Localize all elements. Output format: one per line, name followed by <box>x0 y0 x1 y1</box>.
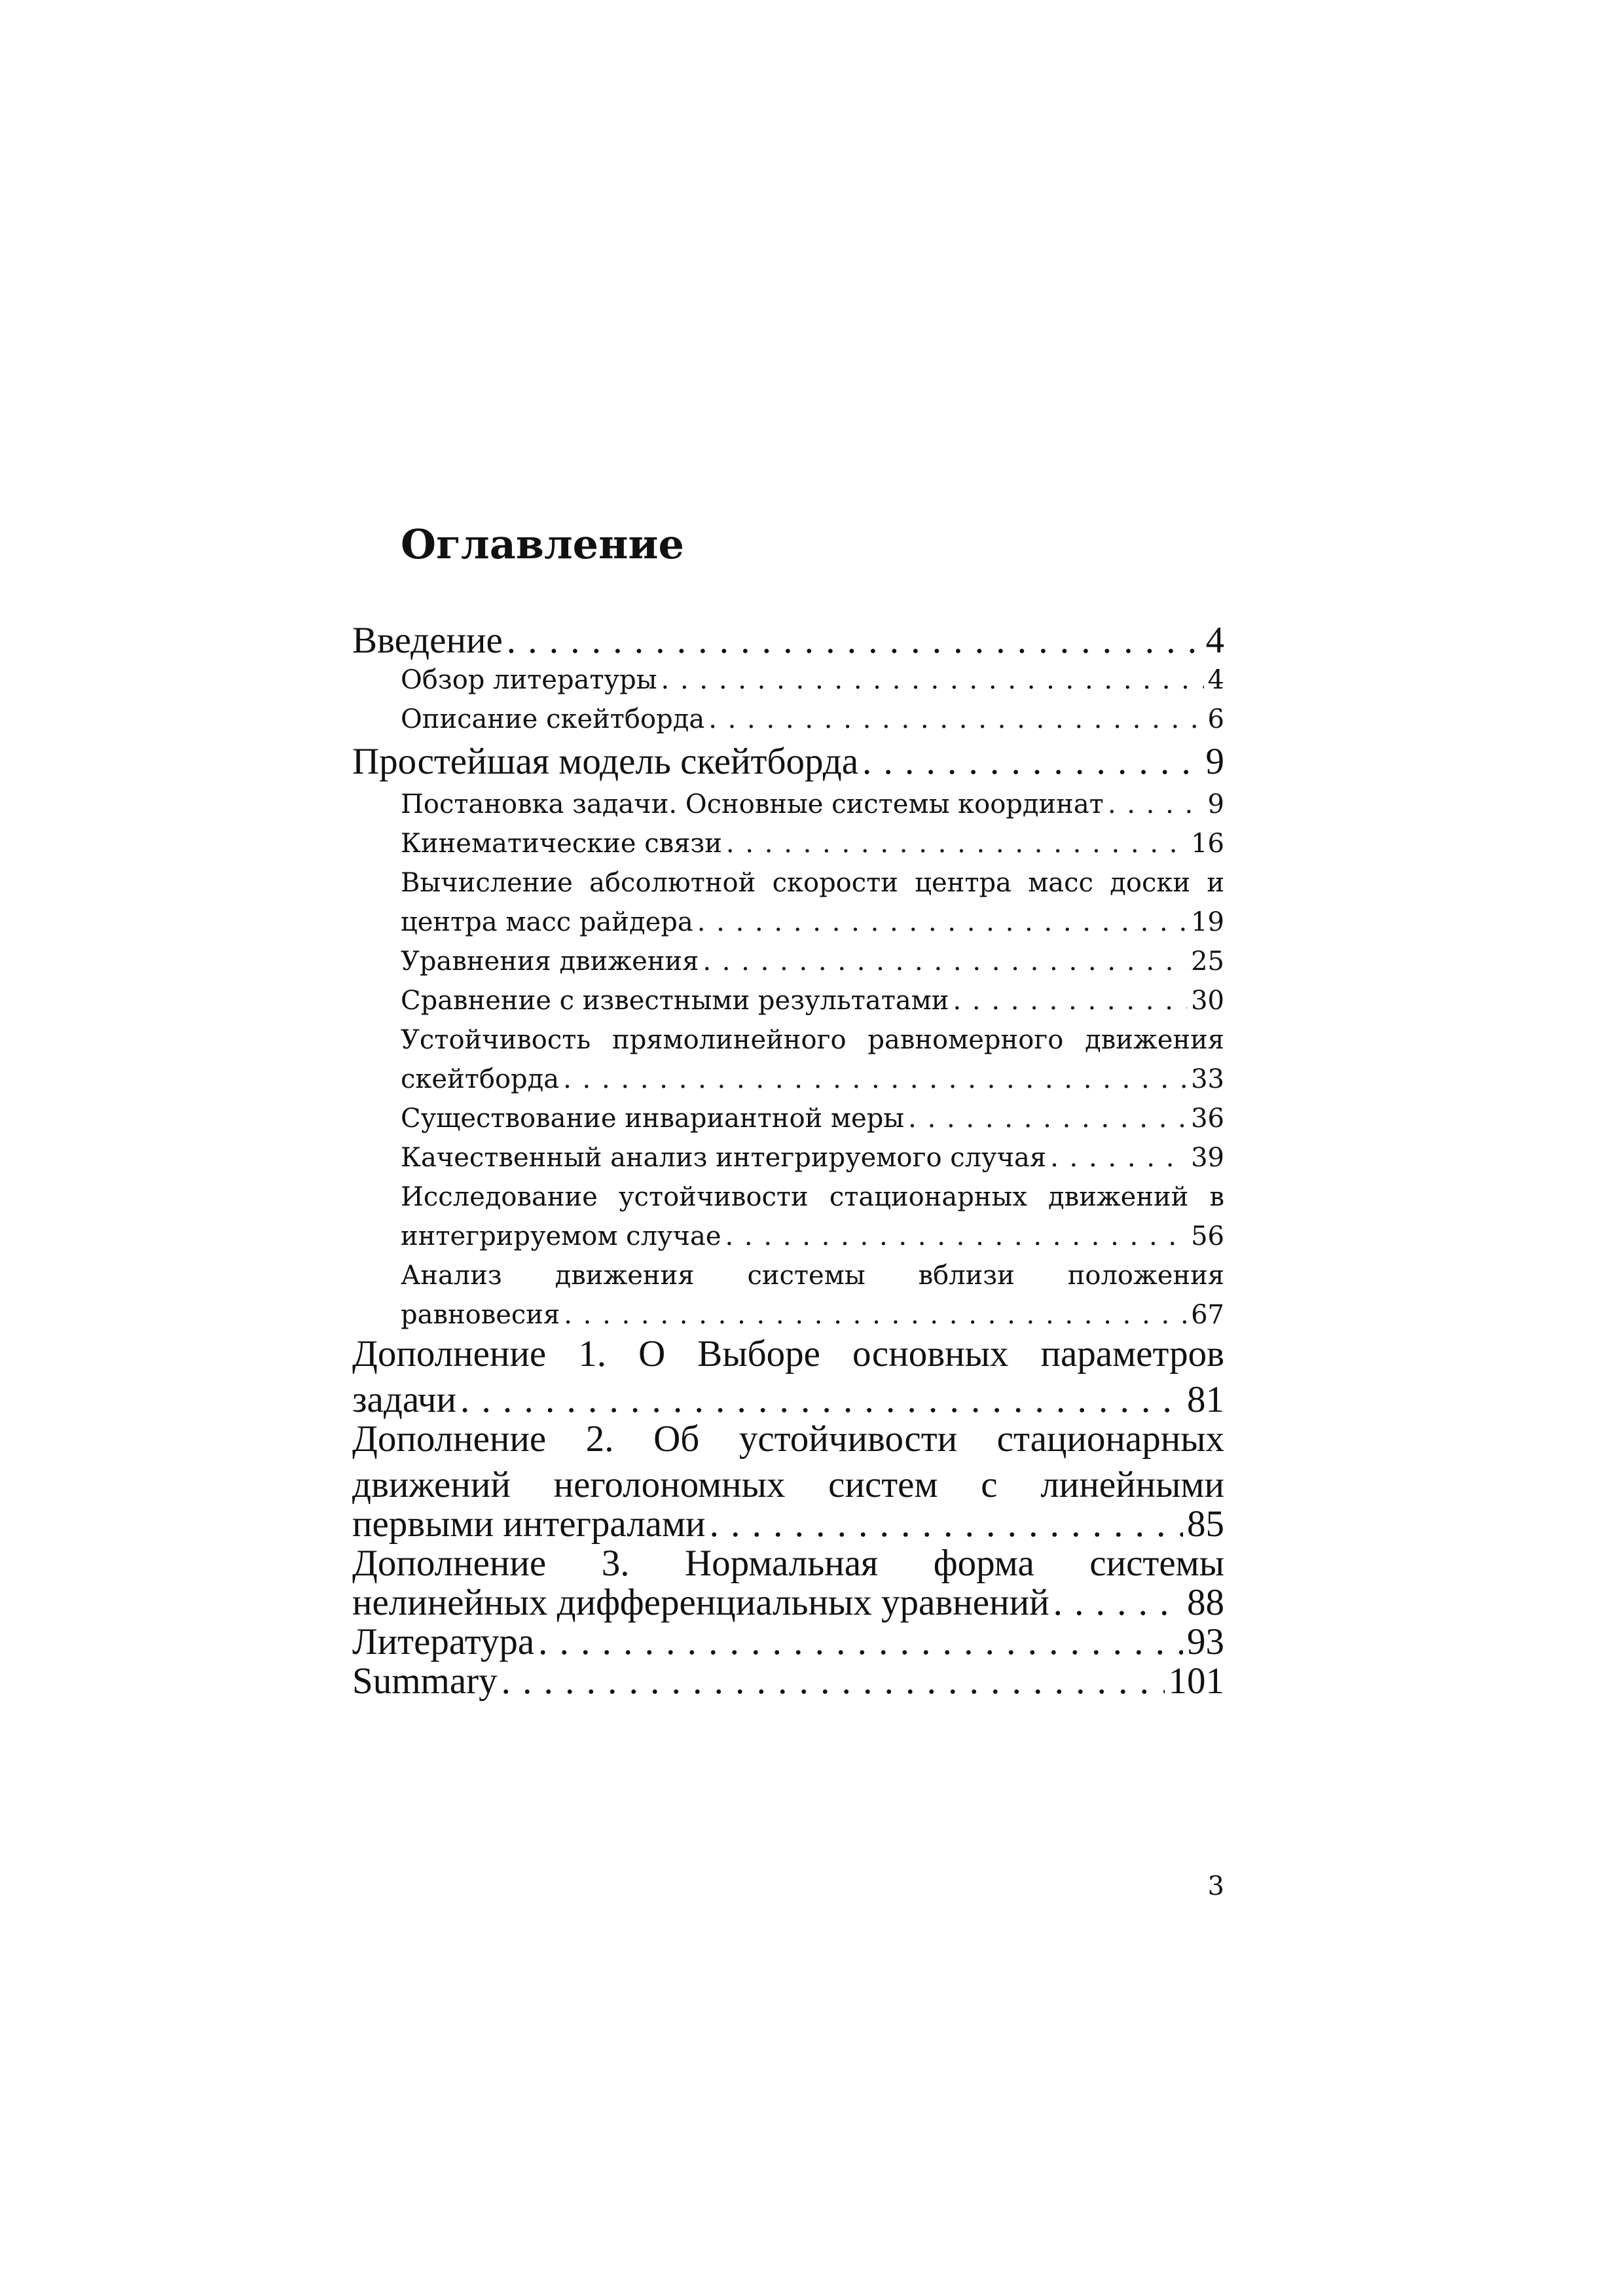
toc-entry <box>401 789 1224 819</box>
toc-entry-title: первыми интегралами <box>352 1503 706 1545</box>
toc-entry-page: 19 <box>1191 907 1224 937</box>
toc-entry-page: 4 <box>1205 620 1224 661</box>
dot-leader <box>702 946 1187 977</box>
toc-entry-page: 16 <box>1191 829 1224 859</box>
toc-entry-page: 56 <box>1191 1221 1224 1251</box>
dot-leader <box>501 1660 1165 1702</box>
toc-entry <box>352 1503 1224 1545</box>
toc-entry-page: 81 <box>1187 1379 1224 1420</box>
toc-entry-title: интегрируемом случае <box>401 1221 721 1251</box>
toc-entry-page: 93 <box>1187 1621 1224 1662</box>
toc-entry <box>401 946 1224 977</box>
toc-entry <box>352 1418 1224 1460</box>
dot-leader <box>564 1300 1187 1330</box>
toc-entry <box>401 704 1224 734</box>
toc-entry <box>401 1300 1224 1330</box>
toc-entry <box>401 1221 1224 1251</box>
toc-entry-page: 6 <box>1207 704 1224 734</box>
toc-entry-title: Исследование устойчивости стационарных движений в <box>401 1182 1224 1212</box>
toc-entry-page: 9 <box>1207 789 1224 819</box>
toc-entry-title: Введение <box>352 620 503 661</box>
toc-entry <box>401 1025 1224 1055</box>
toc-entry <box>401 907 1224 937</box>
toc-entry <box>352 619 1224 662</box>
toc-entry-title: скейтборда <box>401 1064 560 1094</box>
dot-leader <box>726 829 1187 859</box>
toc-entry-title: Summary <box>352 1660 498 1702</box>
dot-leader <box>710 1503 1183 1545</box>
toc-entry-title: Литература <box>352 1621 535 1662</box>
toc-entry <box>352 1660 1224 1702</box>
toc-entry <box>352 1542 1224 1585</box>
toc-entry <box>401 1182 1224 1212</box>
dot-leader <box>1050 1143 1187 1173</box>
dot-leader <box>1053 1581 1183 1624</box>
toc-entry <box>352 1581 1224 1624</box>
toc-entry-title: Простейшая модель скейтборда <box>352 741 859 782</box>
page-title: Оглавление <box>401 520 684 568</box>
toc-entry <box>352 740 1224 783</box>
toc-entry-title: Качественный анализ интегрируемого случая <box>401 1143 1047 1173</box>
toc-entry-page: 39 <box>1191 1143 1224 1173</box>
dot-leader <box>507 619 1202 662</box>
toc-entry-title: Сравнение с известными результатами <box>401 986 949 1016</box>
toc-entry-title: равновесия <box>401 1300 560 1330</box>
toc-entry <box>401 665 1224 695</box>
toc-entry-title: Вычисление абсолютной скорости центра масс доски и <box>401 868 1224 898</box>
dot-leader <box>460 1378 1183 1421</box>
toc-entry <box>401 1064 1224 1094</box>
toc-entry-title: Устойчивость прямолинейного равномерного движения <box>401 1025 1224 1055</box>
page-number: 3 <box>1207 1871 1224 1901</box>
toc-entry-page: 30 <box>1191 986 1224 1016</box>
toc-entry <box>352 1333 1224 1375</box>
toc-entry <box>401 868 1224 898</box>
toc-entry-title: Уравнения движения <box>401 946 699 977</box>
toc-entry-title: Дополнение 2. Об устойчивости стационарных <box>352 1418 1224 1460</box>
toc-entry-title: Описание скейтборда <box>401 704 705 734</box>
dot-leader <box>725 1221 1188 1251</box>
toc-entry-page: 67 <box>1191 1300 1224 1330</box>
toc-entry-title: Существование инвариантной меры <box>401 1103 905 1134</box>
toc-entry-title: Дополнение 1. О Выборе основных параметров <box>352 1333 1224 1374</box>
toc-entry <box>401 1103 1224 1134</box>
dot-leader <box>661 665 1204 695</box>
dot-leader <box>697 907 1187 937</box>
dot-leader <box>538 1621 1183 1663</box>
toc-entry-title: Обзор литературы <box>401 665 657 695</box>
toc-entry <box>401 829 1224 859</box>
dot-leader <box>1108 789 1204 819</box>
dot-leader <box>708 704 1203 734</box>
toc-entry-title: центра масс райдера <box>401 907 693 937</box>
toc-entry-page: 4 <box>1207 665 1224 695</box>
toc-entry-title: Кинематические связи <box>401 829 722 859</box>
dot-leader <box>563 1064 1187 1094</box>
toc-entry-title: движений неголономных систем с линейными <box>352 1464 1224 1505</box>
toc-entry-page: 25 <box>1191 946 1224 977</box>
toc-entry-page: 88 <box>1187 1582 1224 1623</box>
toc-entry-title: задачи <box>352 1379 457 1420</box>
toc-entry-page: 85 <box>1187 1503 1224 1545</box>
dot-leader <box>908 1103 1187 1134</box>
toc-entry-title: Анализ движения системы вблизи положения <box>401 1261 1224 1291</box>
toc-entry <box>352 1621 1224 1663</box>
toc-entry-page: 9 <box>1205 741 1224 782</box>
toc-entry-title: Дополнение 3. Нормальная форма системы <box>352 1543 1224 1584</box>
toc-entry-page: 33 <box>1191 1064 1224 1094</box>
toc-entry <box>401 1261 1224 1291</box>
toc-entry-page: 36 <box>1191 1103 1224 1134</box>
toc-entry <box>401 986 1224 1016</box>
dot-leader <box>953 986 1187 1016</box>
toc-entry-title: нелинейных дифференциальных уравнений <box>352 1582 1049 1623</box>
toc-entry <box>352 1463 1224 1506</box>
toc-entry-page: 101 <box>1168 1660 1224 1702</box>
toc-entry <box>401 1143 1224 1173</box>
toc-entry <box>352 1378 1224 1421</box>
toc-entry-title: Постановка задачи. Основные системы координат <box>401 789 1104 819</box>
dot-leader <box>862 740 1201 783</box>
